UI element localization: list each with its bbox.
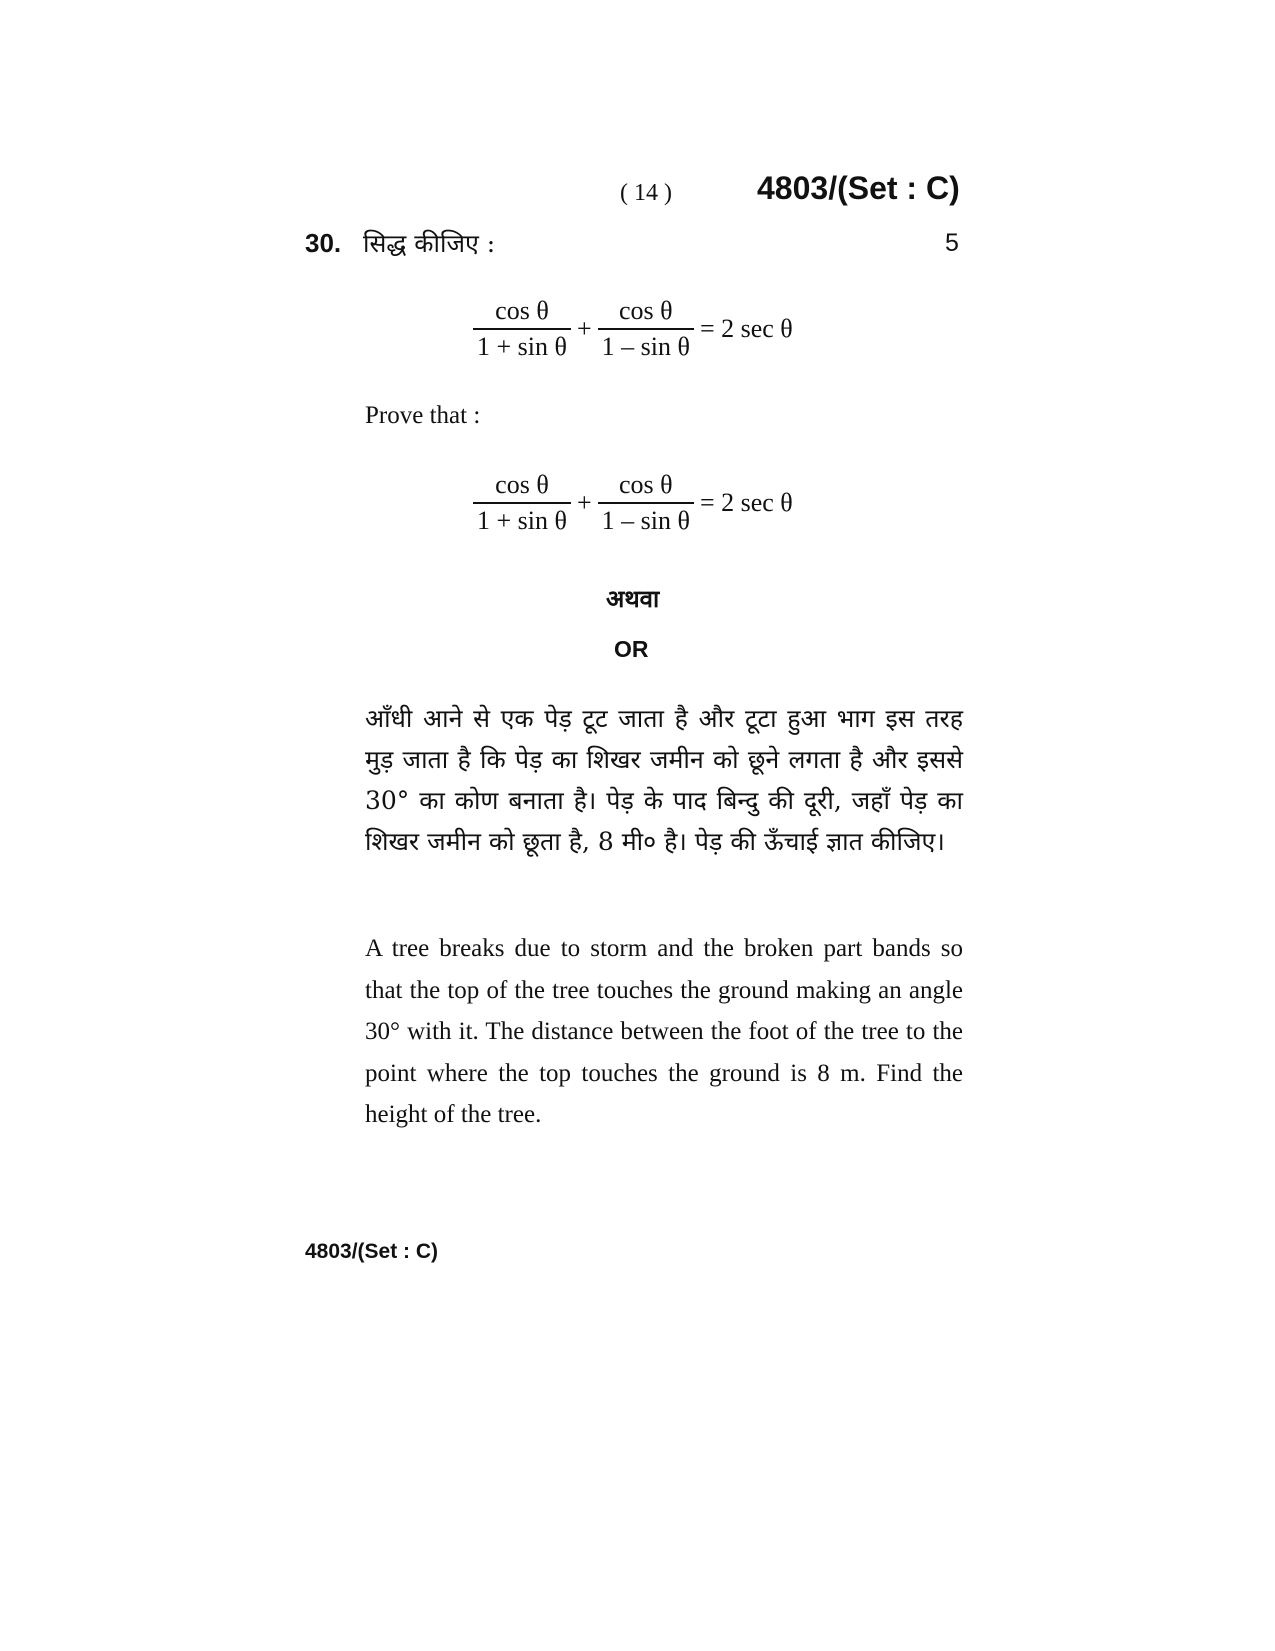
equation-rhs: = 2 sec θ — [699, 314, 793, 343]
plus-sign: + — [576, 314, 592, 343]
paper-code-footer: 4803/(Set : C) — [305, 1240, 439, 1263]
or-divider-english: OR — [614, 636, 649, 662]
fraction-2 — [598, 470, 694, 536]
question-instruction-english: Prove that : — [365, 402, 481, 429]
fraction-denominator: 1 – sin θ — [601, 332, 690, 361]
or-divider-hindi: अथवा — [606, 584, 660, 613]
fraction-1 — [473, 470, 571, 536]
fraction-numerator: cos θ — [495, 296, 549, 325]
fraction-1 — [473, 296, 571, 362]
page-number: ( 14 ) — [620, 180, 672, 206]
fraction-numerator: cos θ — [618, 470, 673, 499]
fraction-numerator: cos θ — [618, 296, 673, 325]
question-instruction-hindi: सिद्ध कीजिए : — [363, 229, 496, 258]
equation-rhs: = 2 sec θ — [699, 488, 793, 517]
question-number: 30. — [305, 228, 342, 258]
alternative-question-hindi: आँधी आने से एक पेड़ टूट जाता है और टूटा हुआ भाग इस तरह मुड़ जाता है कि पेड़ का शिखर जमीन को छूने लगता है और इससे 30° का कोण बनाता है। पेड़ के पाद बिन्दु की दूरी, जहाँ पेड़ का शिखर जमीन को छूता है, 8 मी० है। पेड़ की ऊँचाई ज्ञात कीजिए। — [365, 704, 963, 856]
fraction-denominator: 1 + sin θ — [477, 332, 567, 361]
fraction-numerator: cos θ — [495, 470, 549, 499]
equation-english-section — [473, 470, 799, 536]
paper-code-header: 4803/(Set : C) — [757, 170, 960, 206]
question-marks: 5 — [945, 229, 959, 257]
fraction-2 — [598, 296, 694, 362]
alternative-question-english: A tree breaks due to storm and the broken part bands so that the top of the tree touches the ground making an angle 30° with it. The distance between the foot of the tree to the point where the top touches the ground is 8 m. Find the height of the tree. — [365, 935, 963, 1128]
fraction-denominator: 1 + sin θ — [477, 506, 567, 535]
equation-hindi-section — [473, 296, 799, 362]
fraction-denominator: 1 – sin θ — [601, 506, 690, 535]
plus-sign: + — [576, 488, 592, 517]
